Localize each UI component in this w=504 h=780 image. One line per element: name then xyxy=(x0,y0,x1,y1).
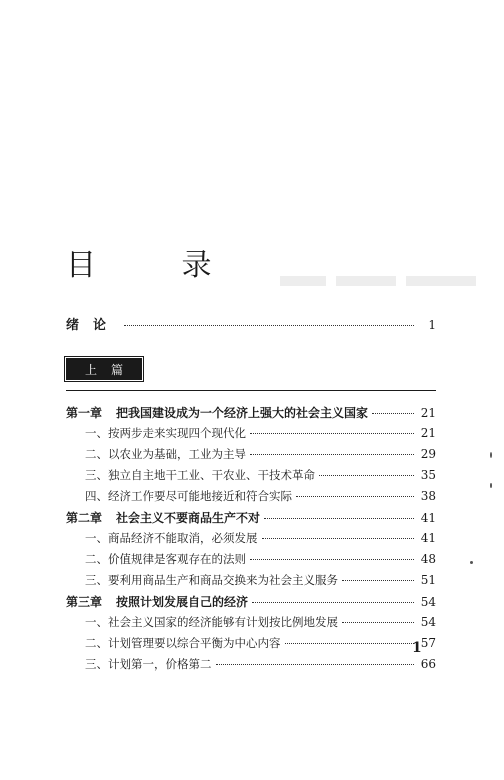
toc-section-row[interactable] xyxy=(66,635,436,656)
dot-leader xyxy=(264,518,414,519)
part-tag: 上篇 xyxy=(66,358,142,380)
chapter-number: 第三章 xyxy=(66,595,103,609)
section-title: 三、要利用商品生产和商品交换来为社会主义服务 xyxy=(85,573,338,587)
section-title: 三、独立自主地干工业、干农业、干技术革命 xyxy=(85,468,315,482)
dot-leader xyxy=(342,580,414,581)
page-reference: 57 xyxy=(420,636,436,650)
section-title: 二、以农业为基础，工业为主导 xyxy=(85,447,246,461)
page-reference: 48 xyxy=(420,552,436,566)
toc-section-row[interactable] xyxy=(66,488,436,509)
page-reference: 38 xyxy=(420,489,436,503)
bleed-through-text xyxy=(280,270,494,288)
dot-leader xyxy=(250,433,414,434)
page-reference: 41 xyxy=(420,531,436,545)
section-title: 三、计划第一，价格第二 xyxy=(85,657,212,671)
dot-leader xyxy=(252,602,414,603)
toc-intro-row[interactable] xyxy=(66,314,436,333)
chapter-number: 第二章 xyxy=(66,511,103,525)
page-reference: 21 xyxy=(420,426,436,440)
toc-section-row[interactable] xyxy=(66,425,436,446)
dot-leader xyxy=(372,413,414,414)
dot-leader xyxy=(216,664,415,665)
chapter-title: 按照计划发展自己的经济 xyxy=(116,595,249,609)
section-title: 一、商品经济不能取消，必须发展 xyxy=(85,531,258,545)
toc-section-row[interactable] xyxy=(66,530,436,551)
chapter-title: 把我国建设成为一个经济上强大的社会主义国家 xyxy=(116,406,369,420)
toc-section-row[interactable] xyxy=(66,614,436,635)
page-reference: 21 xyxy=(420,406,436,420)
dot-leader xyxy=(296,496,414,497)
toc-section-row[interactable] xyxy=(66,572,436,593)
dot-leader xyxy=(285,643,415,644)
page-reference: 54 xyxy=(420,595,436,609)
page-reference: 51 xyxy=(420,573,436,587)
divider-rule xyxy=(66,390,436,391)
section-title: 二、价值规律是客观存在的法则 xyxy=(85,552,246,566)
intro-page-number: 1 xyxy=(428,318,436,332)
page-reference: 54 xyxy=(420,615,436,629)
toc-section-row[interactable] xyxy=(66,656,436,677)
page-reference: 66 xyxy=(420,657,436,671)
page-title: 目 录 xyxy=(66,248,250,283)
scan-speck xyxy=(490,452,492,458)
toc-chapter-row[interactable] xyxy=(66,593,436,614)
section-title: 二、计划管理要以综合平衡为中心内容 xyxy=(85,636,281,650)
dot-leader xyxy=(250,559,414,560)
toc-chapter-row[interactable] xyxy=(66,404,436,425)
section-title: 一、社会主义国家的经济能够有计划按比例地发展 xyxy=(85,615,338,629)
scan-speck xyxy=(490,483,492,488)
page-reference: 35 xyxy=(420,468,436,482)
page-reference: 29 xyxy=(420,447,436,461)
dot-leader xyxy=(342,622,414,623)
toc-section-row[interactable] xyxy=(66,551,436,572)
dot-leader xyxy=(250,454,414,455)
chapter-title: 社会主义不要商品生产不对 xyxy=(116,511,261,525)
toc-chapter-row[interactable] xyxy=(66,509,436,530)
dot-leader xyxy=(319,475,414,476)
page-number: 1 xyxy=(412,640,422,656)
dot-leader xyxy=(262,538,415,539)
table-of-contents xyxy=(66,404,436,677)
toc-section-row[interactable] xyxy=(66,467,436,488)
dot-leader xyxy=(124,325,414,326)
page-reference: 41 xyxy=(420,511,436,525)
chapter-number: 第一章 xyxy=(66,406,103,420)
section-title: 四、经济工作要尽可能地接近和符合实际 xyxy=(85,489,292,503)
intro-label: 绪论 xyxy=(66,318,121,333)
section-title: 一、按两步走来实现四个现代化 xyxy=(85,426,246,440)
toc-section-row[interactable] xyxy=(66,446,436,467)
scan-speck xyxy=(470,561,473,564)
